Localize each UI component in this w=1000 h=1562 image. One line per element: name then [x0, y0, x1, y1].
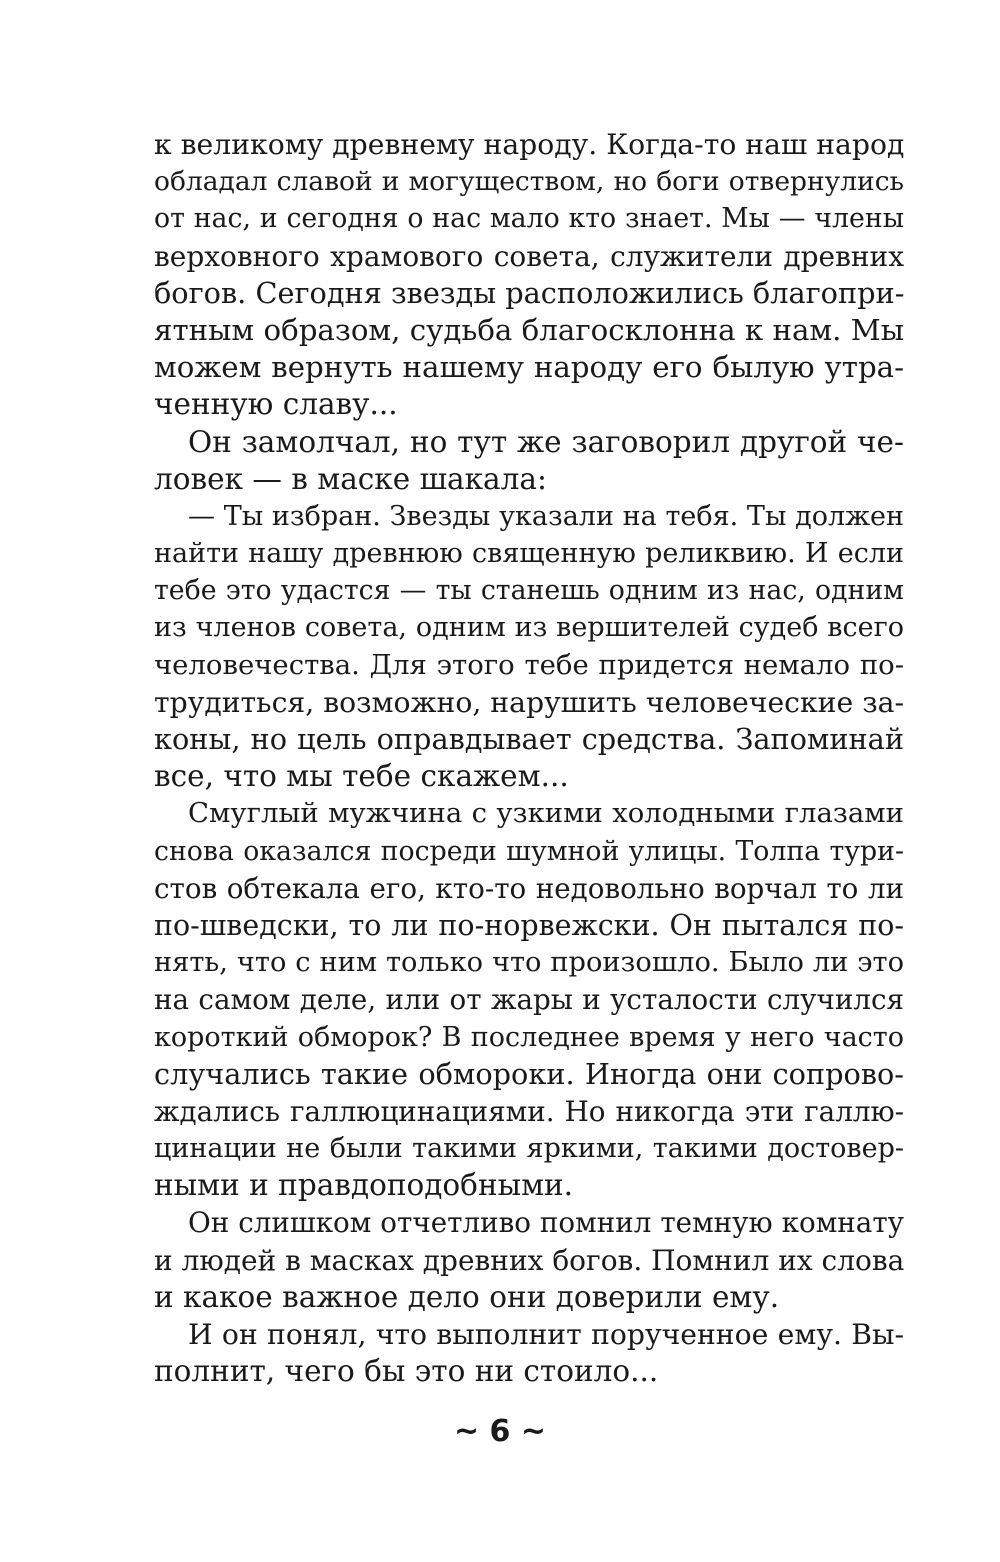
text-line: богов. Сегодня звезды расположились благопри- — [154, 275, 905, 310]
text-line: Смуглый мужчина с узкими холодными глазами — [188, 797, 904, 830]
text-line: цинации не были такими яркими, такими достовер- — [154, 1133, 904, 1165]
text-line: к великому древнему народу. Когда-то наш народ — [154, 128, 905, 161]
text-line: нять, что с ним только что произошло. Было ли это — [154, 947, 904, 979]
text-line: и какое важное дело они доверили ему. — [154, 1279, 780, 1314]
text-line: ченную славу... — [154, 387, 398, 422]
body-text — [154, 126, 904, 1390]
text-line: короткий обморок? В последнее время у него часто — [154, 1021, 904, 1053]
text-line: ждались галлюцинациями. Но никогда эти галлю- — [154, 1094, 904, 1128]
page-number: ~ 6 ~ — [453, 1414, 547, 1449]
text-line: ными и правдоподобными. — [154, 1168, 574, 1203]
text-line: можем вернуть нашему народу его былую утра- — [154, 350, 904, 385]
text-line: ловек — в маске шакала: — [154, 461, 547, 496]
text-line: обладал славой и могуществом, но боги отвернулись — [154, 166, 904, 198]
text-line: из членов совета, одним из вершителей судеб всего — [154, 612, 904, 644]
text-line: стов обтекала его, кто-то недовольно ворчал то ли — [154, 871, 904, 905]
text-line: все, что мы тебе скажем... — [154, 759, 569, 794]
text-line: найти нашу древнюю священную реликвию. И если — [154, 538, 904, 570]
text-line: коны, но цель оправдывает средства. Запоминай — [154, 722, 904, 756]
text-line: Он слишком отчетливо помнил темную комнату — [188, 1206, 904, 1240]
text-line: и людей в масках древних богов. Помнил их слова — [154, 1243, 905, 1277]
text-line: случались такие обмороки. Иногда они сопрово- — [154, 1056, 904, 1091]
text-line: трудиться, возможно, нарушить человеческие за- — [154, 685, 904, 719]
text-line: верховного храмового совета, служители древних — [154, 239, 904, 273]
text-line: Он замолчал, но тут же заговорил другой че- — [188, 424, 904, 459]
text-line: ятным образом, судьба благосклонна к нам. Мы — [154, 312, 904, 347]
text-line: от нас, и сегодня о нас мало кто знает. Мы — члены — [154, 203, 904, 235]
text-line: И он понял, что выполнит порученное ему. Вы- — [188, 1318, 904, 1351]
text-line: полнит, чего бы это ни стоило... — [154, 1354, 659, 1389]
text-line: на самом деле, или от жары и усталости случился — [154, 983, 904, 1017]
text-line: тебе это удастся — ты станешь одним из нас, одним — [154, 575, 904, 607]
text-line: по-шведски, то ли по-норвежски. Он пытался по- — [154, 908, 904, 942]
text-line: человечества. Для этого тебе придется немало по- — [154, 648, 904, 681]
text-line: снова оказался посреди шумной улицы. Толпа тури- — [154, 835, 904, 867]
text-line: — Ты избран. Звезды указали на тебя. Ты должен — [188, 500, 904, 532]
